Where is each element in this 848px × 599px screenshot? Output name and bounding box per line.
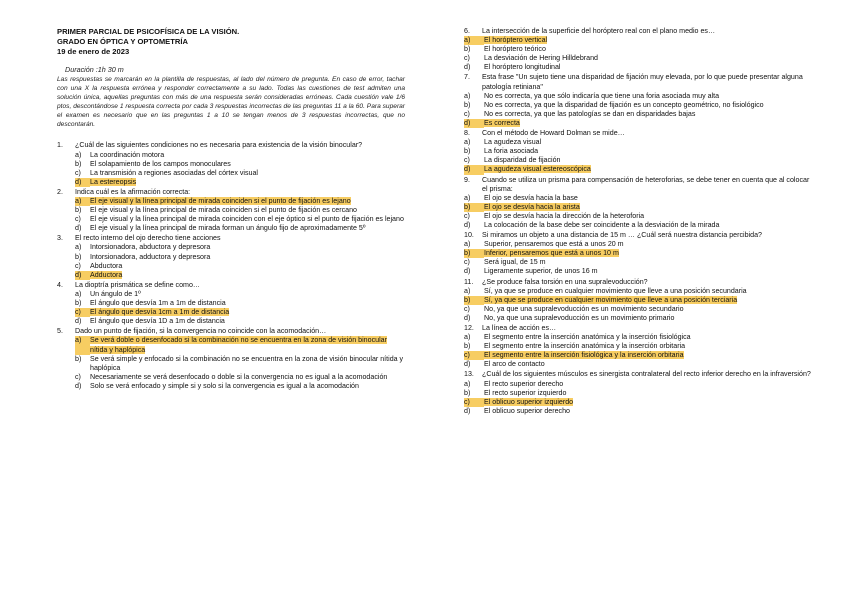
question-number: 4.	[57, 280, 63, 289]
option-text: No es correcta, ya que las patologías se dan en disparidades bajas	[484, 109, 696, 118]
question-item	[57, 327, 405, 391]
option-letter: d)	[464, 165, 484, 174]
option-text: La agudeza visual estereoscópica	[484, 165, 591, 174]
question-number: 7.	[464, 73, 470, 82]
answer-option-highlighted	[464, 119, 816, 128]
option-text: Será igual, de 15 m	[484, 258, 546, 267]
answer-option-highlighted	[464, 351, 816, 360]
option-text: La colocación de la base debe ser coincidente a la desviación de la mirada	[484, 220, 720, 229]
option-text: El horóptero longitudinal	[484, 63, 561, 72]
answer-option	[464, 194, 816, 203]
option-text: Intorsionadora, abductora y depresora	[90, 243, 211, 252]
option-letter: b)	[75, 252, 82, 261]
answer-option	[464, 380, 816, 389]
question-text: La dioptría prismática se define como…	[75, 280, 200, 289]
question-item	[464, 370, 816, 415]
answer-option-highlighted	[57, 197, 405, 206]
option-letter: c)	[75, 261, 81, 270]
option-letter: d)	[464, 313, 471, 322]
question-header	[57, 327, 405, 336]
option-letter: c)	[464, 258, 470, 267]
question-number: 12.	[464, 324, 474, 332]
question-text: La línea de acción es…	[482, 324, 557, 332]
answer-option	[464, 267, 816, 276]
option-text: El ángulo que desvía 1cm a 1m de distancia	[90, 308, 230, 317]
question-number: 1.	[57, 141, 63, 150]
option-letter: d)	[75, 224, 82, 233]
option-letter: b)	[464, 296, 484, 305]
question-header	[464, 73, 816, 91]
question-text: Esta frase "Un sujeto tiene una disparidad de fijación muy elevada, por lo que puede presentar alguna patología retiniana"	[482, 73, 803, 91]
answer-option	[57, 373, 405, 382]
option-text: Inferior, pensaremos que está a unos 10 m	[484, 249, 619, 258]
option-text: La disparidad de fijación	[484, 156, 561, 165]
answer-option-highlighted	[57, 308, 405, 317]
question-header	[57, 234, 405, 243]
exam-title: PRIMER PARCIAL DE PSICOFÍSICA DE LA VISIÓN.	[57, 27, 240, 36]
option-text: Se verá doble o desenfocado si la combinación no se encuentra en la zona de visión binocular nítida y haplópica	[90, 336, 387, 354]
option-text: La transmisión a regiones asociadas del córtex visual	[90, 168, 258, 177]
answer-option	[464, 110, 816, 119]
option-text: El horóptero teórico	[484, 45, 546, 54]
answer-option	[57, 262, 405, 271]
option-letter: b)	[464, 388, 471, 397]
option-letter: d)	[464, 360, 471, 369]
question-item	[464, 129, 816, 174]
answer-option	[464, 314, 816, 323]
option-letter: b)	[75, 159, 82, 168]
question-item	[57, 188, 405, 233]
option-text: El ojo se desvía hacia la arista	[484, 202, 580, 211]
option-letter: c)	[464, 156, 470, 165]
left-column	[57, 27, 405, 392]
option-text: El segmento entre la inserción fisiológica y la inserción orbitaria	[484, 351, 684, 360]
question-text: La intersección de la superficie del horóptero real con el plano medio es…	[482, 27, 716, 35]
answer-option	[464, 407, 816, 416]
option-letter: b)	[464, 249, 484, 258]
option-letter: c)	[75, 308, 90, 317]
exam-date: 19 de enero de 2023	[57, 47, 130, 56]
option-text: La desviación de Hering Hilldebrand	[484, 54, 598, 63]
option-text: El ángulo que desvía 1D a 1m de distancia	[90, 317, 225, 326]
answer-option	[57, 224, 405, 233]
answer-option-highlighted	[464, 398, 816, 407]
answer-option	[464, 63, 816, 72]
question-header	[57, 141, 405, 150]
answer-option	[464, 305, 816, 314]
option-letter: a)	[75, 150, 82, 159]
question-item	[464, 278, 816, 323]
option-letter: c)	[464, 304, 470, 313]
option-letter: b)	[464, 147, 471, 156]
question-number: 2.	[57, 187, 63, 196]
question-header	[57, 281, 405, 290]
answer-option	[464, 360, 816, 369]
question-item	[57, 234, 405, 279]
option-letter: d)	[464, 119, 484, 128]
option-letter: a)	[75, 336, 90, 354]
instructions	[57, 65, 405, 129]
option-letter: d)	[75, 381, 82, 390]
question-item	[57, 141, 405, 186]
option-letter: b)	[464, 342, 471, 351]
option-letter: a)	[75, 289, 82, 298]
option-text: Solo se verá enfocado y simple si y solo si la convergencia es igual a la acomodación	[90, 381, 359, 390]
option-text: El recto superior izquierdo	[484, 388, 567, 397]
option-letter: a)	[464, 36, 484, 45]
option-letter: d)	[464, 267, 471, 276]
answer-option	[464, 92, 816, 101]
option-letter: a)	[464, 193, 471, 202]
question-item	[464, 73, 816, 128]
option-text: Intorsionadora, adductora y depresora	[90, 252, 211, 261]
question-header	[464, 176, 816, 194]
option-text: El eje visual y la línea principal de mirada coinciden con el eje óptico si el punto de fijación es lejano	[90, 215, 404, 224]
option-text: El oblicuo superior derecho	[484, 406, 570, 415]
answer-option	[57, 206, 405, 215]
option-text: La estereopsis	[90, 177, 137, 186]
answer-option-highlighted	[464, 249, 816, 258]
option-text: No, ya que una supralevoducción es un movimiento secundario	[484, 304, 684, 313]
option-letter: c)	[464, 351, 484, 360]
option-text: Superior, pensaremos que está a unos 20 m	[484, 240, 624, 249]
question-header	[464, 129, 816, 138]
option-letter: c)	[75, 372, 81, 381]
option-text: Abductora	[90, 261, 123, 270]
answer-option-highlighted	[464, 165, 816, 174]
option-text: El eje visual y la línea principal de mirada coinciden si el punto de fijación es cercano	[90, 206, 357, 215]
option-text: Sí, ya que se produce en cualquier movimiento que lleve a una posición terciaria	[484, 295, 738, 304]
answer-option	[464, 45, 816, 54]
answer-option	[57, 299, 405, 308]
question-header	[464, 324, 816, 333]
option-text: El horóptero vertical	[484, 36, 548, 45]
question-list-left	[57, 141, 405, 391]
question-number: 5.	[57, 327, 63, 336]
option-letter: a)	[464, 333, 471, 342]
option-text: El eje visual y la línea principal de mirada forman un ángulo fijo de aproximadamente 5º	[90, 224, 366, 233]
question-text: ¿Cuál de las siguientes condiciones no es necesaria para existencia de la visión binocular?	[75, 141, 363, 150]
option-letter: a)	[464, 240, 471, 249]
answer-option	[57, 355, 405, 373]
answer-option-highlighted	[464, 296, 816, 305]
option-letter: a)	[464, 91, 471, 100]
answer-option-highlighted	[57, 336, 405, 354]
option-text: Sí, ya que se produce en cualquier movimiento que lleve a una posición secundaria	[484, 286, 747, 295]
answer-option	[464, 342, 816, 351]
option-letter: b)	[464, 45, 471, 54]
question-item	[464, 176, 816, 231]
answer-option	[464, 54, 816, 63]
option-text: El segmento entre la inserción anatómica y la inserción orbitaria	[484, 342, 686, 351]
option-letter: d)	[464, 406, 471, 415]
question-header	[57, 188, 405, 197]
question-header	[464, 27, 816, 36]
option-text: Ligeramente superior, de unos 16 m	[484, 267, 598, 276]
answer-option	[57, 243, 405, 252]
option-letter: b)	[75, 354, 82, 363]
answer-option	[464, 156, 816, 165]
option-letter: d)	[75, 271, 90, 280]
option-text: El segmento entre la inserción anatómica y la inserción fisiológica	[484, 333, 691, 342]
option-letter: a)	[464, 286, 471, 295]
answer-option	[464, 287, 816, 296]
answer-option	[57, 169, 405, 178]
answer-option-highlighted	[57, 178, 405, 187]
question-number: 11.	[464, 277, 474, 286]
option-letter: c)	[464, 211, 470, 220]
answer-option	[57, 160, 405, 169]
answer-option	[57, 382, 405, 391]
answer-option-highlighted	[57, 271, 405, 280]
option-text: El recto superior derecho	[484, 379, 564, 388]
option-text: No, ya que una supralevoducción es un movimiento primario	[484, 313, 675, 322]
question-item	[464, 324, 816, 369]
option-letter: d)	[75, 317, 82, 326]
option-text: Necesariamente se verá desenfocado o doble si la convergencia no es igual a la acomodación	[90, 372, 388, 381]
option-letter: c)	[464, 54, 470, 63]
option-letter: c)	[464, 398, 484, 407]
option-text: El solapamiento de los campos monoculares	[90, 159, 231, 168]
option-letter: b)	[75, 206, 82, 215]
answer-option-highlighted	[464, 36, 816, 45]
answer-option	[57, 215, 405, 224]
question-header	[464, 231, 816, 240]
answer-option	[464, 138, 816, 147]
option-text: El eje visual y la línea principal de mirada coinciden si el punto de fijación es lejano	[90, 197, 351, 205]
answer-option	[464, 333, 816, 342]
answer-option	[464, 212, 816, 221]
option-letter: b)	[464, 203, 484, 212]
question-text: ¿Se produce falsa torsión en una supralevoducción?	[482, 277, 648, 286]
answer-option	[57, 317, 405, 326]
option-text: El ojo se desvía hacia la dirección de la heteroforia	[484, 211, 645, 220]
option-text: El ángulo que desvía 1m a 1m de distancia	[90, 299, 226, 308]
option-text: La coordinación motora	[90, 150, 165, 159]
option-text: Adductora	[90, 270, 123, 279]
answer-option	[57, 151, 405, 160]
answer-option	[464, 389, 816, 398]
question-number: 8.	[464, 129, 470, 138]
question-header	[464, 278, 816, 287]
option-text: El arco de contacto	[484, 360, 545, 369]
option-text: El ojo se desvía hacia la base	[484, 193, 578, 202]
answer-option	[464, 147, 816, 156]
option-text: La agudeza visual	[484, 138, 542, 147]
answer-option	[464, 221, 816, 230]
question-item	[464, 231, 816, 276]
answer-option	[464, 240, 816, 249]
exam-header	[57, 27, 405, 57]
option-letter: d)	[464, 63, 471, 72]
option-text: Es correcta	[484, 118, 520, 127]
question-number: 6.	[464, 27, 470, 35]
option-letter: b)	[464, 100, 471, 109]
question-text: Dado un punto de fijación, si la convergencia no coincide con la acomodación…	[75, 327, 327, 336]
instructions-text: Las respuestas se marcarán en la plantilla de respuestas, al lado del número de pregunta. En caso de error, tachar con una X la respuesta errónea y responder correctamente a su lado. Todas las cuestiones de test admiten una solución única, aquellas preguntas con más de una respuesta serán consideradas erróneas. Cada cuestión vale 1/6 ptos, descontándose 1 respuesta correcta por cada 3 respuestas incorrectas de las preguntas 11 a la 60. Para superar el examen es necesario que en las preguntas 1 a 10 se tengan menos de 3 respuestas incorrectas, que no descontarán.	[57, 76, 405, 128]
option-letter: a)	[75, 243, 82, 252]
option-letter: a)	[464, 138, 471, 147]
answer-option	[464, 258, 816, 267]
option-text: No es correcta, ya que la disparidad de fijación es un concepto geométrico, no fisiológico	[484, 100, 764, 109]
option-text: La foria asociada	[484, 147, 539, 156]
answer-option	[57, 290, 405, 299]
question-text: Indica cuál es la afirmación correcta:	[75, 187, 191, 196]
option-letter: a)	[464, 379, 471, 388]
question-number: 3.	[57, 234, 63, 243]
option-letter: c)	[75, 215, 81, 224]
question-item	[57, 281, 405, 326]
option-letter: a)	[75, 197, 90, 206]
question-header	[464, 370, 816, 379]
answer-option	[464, 101, 816, 110]
question-text: Con el método de Howard Dolman se mide…	[482, 129, 625, 138]
option-text: Se verá simple y enfocado si la combinación no se encuentra en la zona de visión binocular nítida y haplópica	[90, 354, 404, 372]
answer-option-highlighted	[464, 203, 816, 212]
option-letter: d)	[464, 220, 471, 229]
degree-name: GRADO EN ÓPTICA Y OPTOMETRÍA	[57, 37, 188, 46]
question-list-right	[464, 27, 816, 416]
question-number: 9.	[464, 175, 470, 184]
option-text: No es correcta, ya que sólo indicaría que tiene una foria asociada muy alta	[484, 91, 720, 100]
answer-option	[57, 253, 405, 262]
question-number: 13.	[464, 370, 474, 379]
question-item	[464, 27, 816, 72]
question-text: ¿Cuál de los siguientes músculos es sinergista contralateral del recto inferior derecho en la infraversión?	[482, 370, 811, 379]
question-number: 10.	[464, 231, 474, 240]
option-letter: c)	[75, 168, 81, 177]
question-text: Si miramos un objeto a una distancia de 15 m … ¿Cuál será nuestra distancia percibida?	[482, 231, 762, 240]
question-text: Cuando se utiliza un prisma para compensación de heteroforias, se debe tener en cuenta que al colocar el prisma:	[482, 175, 810, 193]
right-column	[464, 27, 816, 417]
duration: Duración :1h 30 m	[65, 65, 124, 74]
option-text: Un ángulo de 1º	[90, 289, 141, 298]
question-text: El recto interno del ojo derecho tiene acciones	[75, 234, 221, 243]
option-letter: d)	[75, 178, 90, 187]
option-letter: c)	[464, 109, 470, 118]
option-text: El oblicuo superior izquierdo	[484, 397, 574, 406]
option-letter: b)	[75, 299, 82, 308]
